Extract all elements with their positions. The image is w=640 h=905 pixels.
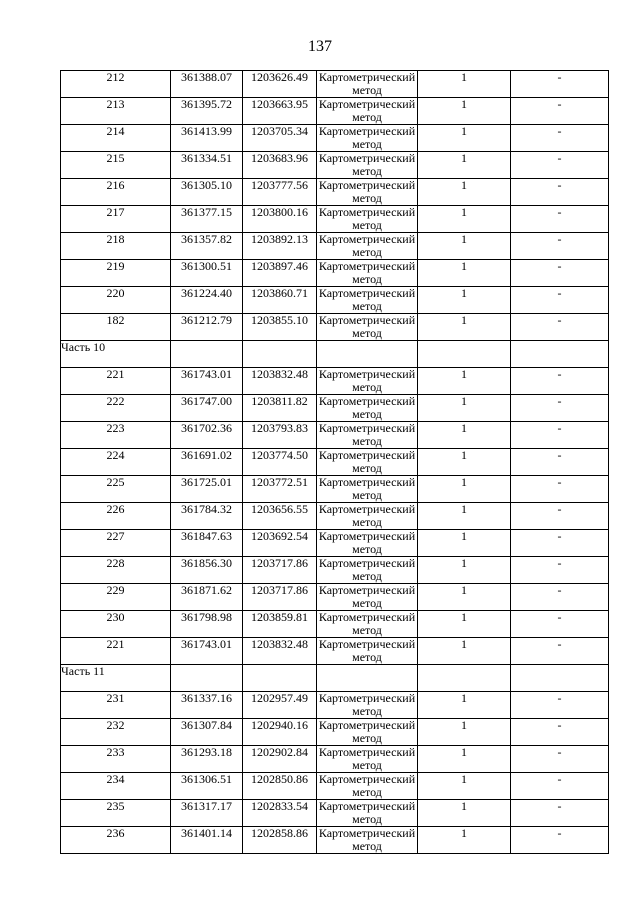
x-coordinate-cell: 361293.18 — [171, 746, 243, 773]
method-cell: Картометрический метод — [317, 449, 418, 476]
point-number-cell: 225 — [61, 476, 171, 503]
method-cell: Картометрический метод — [317, 476, 418, 503]
description-cell: - — [511, 773, 609, 800]
point-number-cell: 234 — [61, 773, 171, 800]
x-coordinate-cell: 361743.01 — [171, 368, 243, 395]
description-cell: - — [511, 530, 609, 557]
point-number-cell: 217 — [61, 206, 171, 233]
accuracy-cell: 1 — [418, 773, 511, 800]
description-cell: - — [511, 314, 609, 341]
y-coordinate-cell: 1203774.50 — [243, 449, 317, 476]
accuracy-cell: 1 — [418, 233, 511, 260]
y-coordinate-cell: 1203832.48 — [243, 368, 317, 395]
y-coordinate-cell: 1203860.71 — [243, 287, 317, 314]
table-row — [61, 638, 609, 665]
method-cell: Картометрический метод — [317, 152, 418, 179]
empty-cell — [317, 341, 418, 368]
y-coordinate-cell: 1203772.51 — [243, 476, 317, 503]
description-cell: - — [511, 827, 609, 854]
point-number-cell: 182 — [61, 314, 171, 341]
y-coordinate-cell: 1202957.49 — [243, 692, 317, 719]
y-coordinate-cell: 1203717.86 — [243, 584, 317, 611]
method-cell: Картометрический метод — [317, 746, 418, 773]
table-row — [61, 152, 609, 179]
x-coordinate-cell: 361395.72 — [171, 98, 243, 125]
y-coordinate-cell: 1203800.16 — [243, 206, 317, 233]
method-cell: Картометрический метод — [317, 395, 418, 422]
x-coordinate-cell: 361413.99 — [171, 125, 243, 152]
point-number-cell: 231 — [61, 692, 171, 719]
table-row — [61, 422, 609, 449]
method-cell: Картометрический метод — [317, 125, 418, 152]
accuracy-cell: 1 — [418, 530, 511, 557]
method-cell: Картометрический метод — [317, 71, 418, 98]
y-coordinate-cell: 1203656.55 — [243, 503, 317, 530]
x-coordinate-cell: 361747.00 — [171, 395, 243, 422]
part-label: Часть 10 — [61, 341, 171, 368]
method-cell: Картометрический метод — [317, 638, 418, 665]
x-coordinate-cell: 361334.51 — [171, 152, 243, 179]
table-row — [61, 368, 609, 395]
x-coordinate-cell: 361337.16 — [171, 692, 243, 719]
table-row — [61, 746, 609, 773]
y-coordinate-cell: 1203859.81 — [243, 611, 317, 638]
x-coordinate-cell: 361224.40 — [171, 287, 243, 314]
table-row — [61, 827, 609, 854]
description-cell: - — [511, 287, 609, 314]
x-coordinate-cell: 361317.17 — [171, 800, 243, 827]
y-coordinate-cell: 1203717.86 — [243, 557, 317, 584]
accuracy-cell: 1 — [418, 422, 511, 449]
accuracy-cell: 1 — [418, 260, 511, 287]
accuracy-cell: 1 — [418, 611, 511, 638]
description-cell: - — [511, 125, 609, 152]
table-row — [61, 773, 609, 800]
description-cell: - — [511, 395, 609, 422]
accuracy-cell: 1 — [418, 719, 511, 746]
point-number-cell: 219 — [61, 260, 171, 287]
x-coordinate-cell: 361212.79 — [171, 314, 243, 341]
description-cell: - — [511, 476, 609, 503]
y-coordinate-cell: 1203892.13 — [243, 233, 317, 260]
table-row — [61, 98, 609, 125]
coordinates-table — [60, 70, 609, 854]
accuracy-cell: 1 — [418, 395, 511, 422]
point-number-cell: 212 — [61, 71, 171, 98]
description-cell: - — [511, 557, 609, 584]
point-number-cell: 216 — [61, 179, 171, 206]
description-cell: - — [511, 71, 609, 98]
method-cell: Картометрический метод — [317, 557, 418, 584]
accuracy-cell: 1 — [418, 692, 511, 719]
description-cell: - — [511, 719, 609, 746]
method-cell: Картометрический метод — [317, 287, 418, 314]
point-number-cell: 226 — [61, 503, 171, 530]
description-cell: - — [511, 233, 609, 260]
point-number-cell: 221 — [61, 368, 171, 395]
accuracy-cell: 1 — [418, 206, 511, 233]
point-number-cell: 228 — [61, 557, 171, 584]
description-cell: - — [511, 152, 609, 179]
empty-cell — [511, 665, 609, 692]
y-coordinate-cell: 1202833.54 — [243, 800, 317, 827]
x-coordinate-cell: 361847.63 — [171, 530, 243, 557]
method-cell: Картометрический метод — [317, 827, 418, 854]
x-coordinate-cell: 361725.01 — [171, 476, 243, 503]
x-coordinate-cell: 361401.14 — [171, 827, 243, 854]
empty-cell — [171, 341, 243, 368]
x-coordinate-cell: 361357.82 — [171, 233, 243, 260]
y-coordinate-cell: 1202858.86 — [243, 827, 317, 854]
table-row — [61, 584, 609, 611]
x-coordinate-cell: 361388.07 — [171, 71, 243, 98]
accuracy-cell: 1 — [418, 287, 511, 314]
point-number-cell: 222 — [61, 395, 171, 422]
accuracy-cell: 1 — [418, 314, 511, 341]
method-cell: Картометрический метод — [317, 584, 418, 611]
x-coordinate-cell: 361691.02 — [171, 449, 243, 476]
y-coordinate-cell: 1202850.86 — [243, 773, 317, 800]
coordinates-table-body — [61, 71, 609, 854]
table-row — [61, 125, 609, 152]
point-number-cell: 236 — [61, 827, 171, 854]
x-coordinate-cell: 361307.84 — [171, 719, 243, 746]
description-cell: - — [511, 611, 609, 638]
point-number-cell: 213 — [61, 98, 171, 125]
point-number-cell: 227 — [61, 530, 171, 557]
x-coordinate-cell: 361300.51 — [171, 260, 243, 287]
method-cell: Картометрический метод — [317, 233, 418, 260]
empty-cell — [511, 341, 609, 368]
empty-cell — [243, 341, 317, 368]
accuracy-cell: 1 — [418, 800, 511, 827]
accuracy-cell: 1 — [418, 503, 511, 530]
method-cell: Картометрический метод — [317, 368, 418, 395]
y-coordinate-cell: 1203897.46 — [243, 260, 317, 287]
description-cell: - — [511, 503, 609, 530]
point-number-cell: 223 — [61, 422, 171, 449]
method-cell: Картометрический метод — [317, 260, 418, 287]
method-cell: Картометрический метод — [317, 530, 418, 557]
description-cell: - — [511, 260, 609, 287]
table-row — [61, 260, 609, 287]
y-coordinate-cell: 1203683.96 — [243, 152, 317, 179]
part-header-row — [61, 665, 609, 692]
table-row — [61, 611, 609, 638]
x-coordinate-cell: 361377.15 — [171, 206, 243, 233]
x-coordinate-cell: 361702.36 — [171, 422, 243, 449]
table-row — [61, 314, 609, 341]
accuracy-cell: 1 — [418, 557, 511, 584]
description-cell: - — [511, 584, 609, 611]
y-coordinate-cell: 1203692.54 — [243, 530, 317, 557]
method-cell: Картометрический метод — [317, 611, 418, 638]
accuracy-cell: 1 — [418, 125, 511, 152]
method-cell: Картометрический метод — [317, 503, 418, 530]
point-number-cell: 224 — [61, 449, 171, 476]
accuracy-cell: 1 — [418, 449, 511, 476]
empty-cell — [171, 665, 243, 692]
description-cell: - — [511, 692, 609, 719]
x-coordinate-cell: 361306.51 — [171, 773, 243, 800]
table-row — [61, 800, 609, 827]
method-cell: Картометрический метод — [317, 692, 418, 719]
method-cell: Картометрический метод — [317, 800, 418, 827]
accuracy-cell: 1 — [418, 746, 511, 773]
point-number-cell: 221 — [61, 638, 171, 665]
description-cell: - — [511, 449, 609, 476]
page-number: 137 — [308, 38, 332, 55]
method-cell: Картометрический метод — [317, 206, 418, 233]
y-coordinate-cell: 1203793.83 — [243, 422, 317, 449]
table-row — [61, 71, 609, 98]
point-number-cell: 220 — [61, 287, 171, 314]
empty-cell — [418, 341, 511, 368]
table-row — [61, 530, 609, 557]
y-coordinate-cell: 1203663.95 — [243, 98, 317, 125]
y-coordinate-cell: 1203855.10 — [243, 314, 317, 341]
point-number-cell: 232 — [61, 719, 171, 746]
table-row — [61, 206, 609, 233]
table-row — [61, 503, 609, 530]
y-coordinate-cell: 1203832.48 — [243, 638, 317, 665]
point-number-cell: 230 — [61, 611, 171, 638]
y-coordinate-cell: 1203777.56 — [243, 179, 317, 206]
method-cell: Картометрический метод — [317, 422, 418, 449]
y-coordinate-cell: 1203626.49 — [243, 71, 317, 98]
empty-cell — [317, 665, 418, 692]
point-number-cell: 235 — [61, 800, 171, 827]
part-label: Часть 11 — [61, 665, 171, 692]
method-cell: Картометрический метод — [317, 719, 418, 746]
x-coordinate-cell: 361856.30 — [171, 557, 243, 584]
y-coordinate-cell: 1202902.84 — [243, 746, 317, 773]
x-coordinate-cell: 361305.10 — [171, 179, 243, 206]
method-cell: Картометрический метод — [317, 179, 418, 206]
description-cell: - — [511, 746, 609, 773]
y-coordinate-cell: 1203705.34 — [243, 125, 317, 152]
table-row — [61, 179, 609, 206]
x-coordinate-cell: 361798.98 — [171, 611, 243, 638]
y-coordinate-cell: 1203811.82 — [243, 395, 317, 422]
method-cell: Картометрический метод — [317, 98, 418, 125]
accuracy-cell: 1 — [418, 179, 511, 206]
accuracy-cell: 1 — [418, 476, 511, 503]
table-row — [61, 692, 609, 719]
description-cell: - — [511, 98, 609, 125]
table-row — [61, 557, 609, 584]
part-header-row — [61, 341, 609, 368]
description-cell: - — [511, 368, 609, 395]
point-number-cell: 214 — [61, 125, 171, 152]
method-cell: Картометрический метод — [317, 314, 418, 341]
accuracy-cell: 1 — [418, 584, 511, 611]
accuracy-cell: 1 — [418, 638, 511, 665]
description-cell: - — [511, 800, 609, 827]
point-number-cell: 218 — [61, 233, 171, 260]
x-coordinate-cell: 361871.62 — [171, 584, 243, 611]
table-row — [61, 287, 609, 314]
table-row — [61, 395, 609, 422]
description-cell: - — [511, 422, 609, 449]
description-cell: - — [511, 206, 609, 233]
x-coordinate-cell: 361743.01 — [171, 638, 243, 665]
accuracy-cell: 1 — [418, 827, 511, 854]
description-cell: - — [511, 638, 609, 665]
accuracy-cell: 1 — [418, 368, 511, 395]
table-row — [61, 476, 609, 503]
table-row — [61, 449, 609, 476]
table-row — [61, 719, 609, 746]
point-number-cell: 229 — [61, 584, 171, 611]
table-row — [61, 233, 609, 260]
method-cell: Картометрический метод — [317, 773, 418, 800]
accuracy-cell: 1 — [418, 98, 511, 125]
empty-cell — [418, 665, 511, 692]
empty-cell — [243, 665, 317, 692]
description-cell: - — [511, 179, 609, 206]
accuracy-cell: 1 — [418, 71, 511, 98]
y-coordinate-cell: 1202940.16 — [243, 719, 317, 746]
x-coordinate-cell: 361784.32 — [171, 503, 243, 530]
point-number-cell: 215 — [61, 152, 171, 179]
accuracy-cell: 1 — [418, 152, 511, 179]
point-number-cell: 233 — [61, 746, 171, 773]
